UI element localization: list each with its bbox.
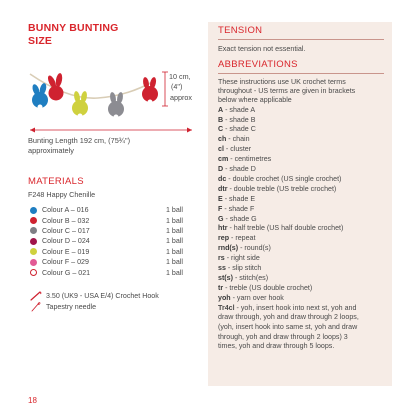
abbreviation-item (218, 185, 384, 195)
abbreviation-item (218, 116, 384, 126)
abbreviation-meaning: - chain (226, 135, 250, 144)
tension-divider (218, 39, 384, 40)
colour-swatch-icon (30, 217, 37, 224)
bunting-length-line1: Bunting Length 192 cm, (75¾") (28, 136, 131, 145)
abbreviation-item (218, 195, 384, 205)
abbreviation-term: C (218, 125, 224, 134)
abbreviation-term: Tr4cl (218, 303, 235, 312)
abbreviation-meaning: - shade E (222, 194, 256, 203)
abbreviation-meaning: - double crochet (US single crochet) (226, 174, 342, 183)
height-imperial: (4") (171, 82, 183, 91)
abbreviation-meaning: - shade C (223, 125, 256, 134)
colour-row (30, 247, 190, 257)
colour-swatch-icon (30, 259, 37, 266)
abbreviation-term: dc (218, 174, 227, 183)
colour-row (30, 205, 190, 215)
abbreviation-meaning: - shade A (223, 105, 256, 114)
colour-swatch-icon (30, 238, 37, 245)
tension-heading: TENSION (218, 25, 263, 36)
abbreviation-term: E (218, 194, 223, 203)
tools-list (30, 290, 190, 312)
colour-row (30, 267, 190, 277)
needle-label: Tapestry needle (46, 302, 97, 311)
bunting-length-line2: approximately (28, 146, 75, 155)
bunting-length (28, 136, 178, 156)
crochet-hook-icon (30, 291, 42, 301)
bunny-red-icon (46, 73, 63, 101)
abbreviation-item-tr4cl (218, 304, 384, 314)
abbreviation-item (218, 135, 384, 145)
abbreviation-meaning: - stitch(es) (232, 274, 269, 283)
colour-label: Colour E – 019 (42, 247, 90, 256)
abbreviation-term: rs (218, 254, 225, 263)
colour-label: Colour D – 024 (42, 237, 90, 246)
bunny-green-icon (72, 91, 88, 119)
abbreviation-item (218, 125, 384, 135)
tool-row-needle (30, 301, 190, 312)
abbreviation-meaning: - right side (224, 254, 260, 263)
colour-qty: 1 ball (166, 226, 183, 235)
colour-qty: 1 ball (166, 258, 183, 267)
abbreviation-term: D (218, 165, 224, 174)
bunting-illustration (28, 60, 198, 138)
abbreviations-intro-line: below where applicable (218, 96, 292, 105)
abbreviation-list (218, 106, 384, 352)
abbreviation-item (218, 106, 384, 116)
tool-row-hook (30, 290, 190, 301)
abbreviation-meaning: - shade G (223, 214, 257, 223)
abbreviation-item (218, 175, 384, 185)
colour-label: Colour F – 029 (42, 258, 89, 267)
abbreviation-item (218, 284, 384, 294)
size-heading (28, 22, 200, 48)
abbreviation-term: ss (218, 264, 226, 273)
abbreviation-continuation: draw through, yoh and draw through 2 loops, (218, 313, 359, 322)
abbreviation-term: A (218, 105, 224, 114)
abbreviation-meaning: - half treble (US half double crochet) (227, 224, 344, 233)
abbreviation-item (218, 145, 384, 155)
info-panel (208, 22, 392, 386)
colour-swatch-icon (30, 227, 37, 234)
abbreviation-item (218, 224, 384, 234)
abbreviation-item (218, 244, 384, 254)
abbreviation-meaning: - shade F (222, 204, 255, 213)
height-approx: approx (170, 93, 192, 102)
abbreviation-item (218, 165, 384, 175)
colour-row (30, 226, 190, 236)
colour-qty: 1 ball (166, 206, 183, 215)
abbreviation-item (218, 215, 384, 225)
tapestry-needle-icon (30, 302, 42, 312)
tension-text: Exact tension not essential. (218, 44, 306, 53)
colour-list (30, 205, 190, 278)
abbreviation-continuation: times, yoh and draw through 5 loops. (218, 342, 335, 351)
abbreviation-meaning: - shade B (223, 115, 256, 124)
abbreviations-divider (218, 73, 384, 74)
yarn-name: F248 Happy Chenille (28, 190, 96, 199)
pattern-title-line1: BUNNY BUNTING (28, 22, 119, 34)
abbreviation-continuation: through, yoh and draw through 2 loops) 3 (218, 332, 348, 341)
colour-row (30, 257, 190, 267)
abbreviation-term: rep (218, 234, 230, 243)
abbreviations-heading: ABBREVIATIONS (218, 59, 298, 70)
abbreviation-item (218, 264, 384, 274)
colour-qty: 1 ball (166, 216, 183, 225)
colour-row (30, 236, 190, 246)
abbreviation-term: yoh (218, 293, 231, 302)
abbreviation-meaning: - shade D (223, 165, 256, 174)
abbreviation-term: ch (218, 135, 227, 144)
abbreviation-term: F (218, 204, 223, 213)
colour-label: Colour C – 017 (42, 226, 90, 235)
abbreviation-meaning: - yoh, insert hook into next st, yoh and (234, 303, 357, 312)
abbreviation-term: htr (218, 224, 228, 233)
abbreviation-meaning: - treble (US double crochet) (223, 283, 313, 292)
abbreviation-term: rnd(s) (218, 244, 239, 253)
abbreviation-item (218, 155, 384, 165)
abbreviation-meaning: - slip stitch (225, 264, 262, 273)
abbreviation-term: st(s) (218, 274, 233, 283)
colour-swatch-icon (30, 269, 37, 276)
hook-label: 3.50 (UK9 - USA E/4) Crochet Hook (46, 291, 159, 300)
colour-qty: 1 ball (166, 268, 183, 277)
abbreviation-term: G (218, 214, 224, 223)
abbreviation-term: dtr (218, 184, 228, 193)
bunny-blue-icon (31, 82, 48, 109)
pattern-title-line2: SIZE (28, 35, 53, 47)
abbreviation-term: cm (218, 155, 229, 164)
colour-qty: 1 ball (166, 237, 183, 246)
colour-qty: 1 ball (166, 247, 183, 256)
abbreviation-item (218, 254, 384, 264)
colour-row (30, 215, 190, 225)
colour-swatch-icon (30, 248, 37, 255)
abbreviation-continuation: (yoh, insert hook into same st, yoh and draw (218, 322, 358, 331)
materials-heading: MATERIALS (28, 176, 84, 187)
colour-label: Colour B – 032 (42, 216, 90, 225)
abbreviation-meaning: - yarn over hook (230, 293, 284, 302)
abbreviations-intro-line: These instructions use UK crochet terms (218, 78, 346, 86)
abbreviation-item (218, 294, 384, 304)
abbreviation-term: tr (218, 283, 224, 292)
abbreviation-item (218, 205, 384, 215)
page-number: 18 (28, 396, 37, 405)
colour-label: Colour A – 016 (42, 206, 89, 215)
abbreviation-meaning: - double treble (US treble crochet) (227, 184, 337, 193)
colour-label: Colour G – 021 (42, 268, 91, 277)
height-metric: 10 cm, (169, 72, 191, 81)
colour-swatch-icon (30, 207, 37, 214)
abbreviation-meaning: - cluster (223, 145, 252, 154)
abbreviation-meaning: - repeat (229, 234, 256, 243)
abbreviation-meaning: - round(s) (238, 244, 271, 253)
abbreviation-meaning: - centimetres (228, 155, 272, 164)
abbreviations-intro-line: throughout - US terms are given in brackets (218, 87, 356, 96)
abbreviation-term: B (218, 115, 224, 124)
bunny-crimson-icon (142, 77, 158, 105)
abbreviation-term: cl (218, 145, 224, 154)
abbreviation-item (218, 234, 384, 244)
abbreviation-item (218, 274, 384, 284)
